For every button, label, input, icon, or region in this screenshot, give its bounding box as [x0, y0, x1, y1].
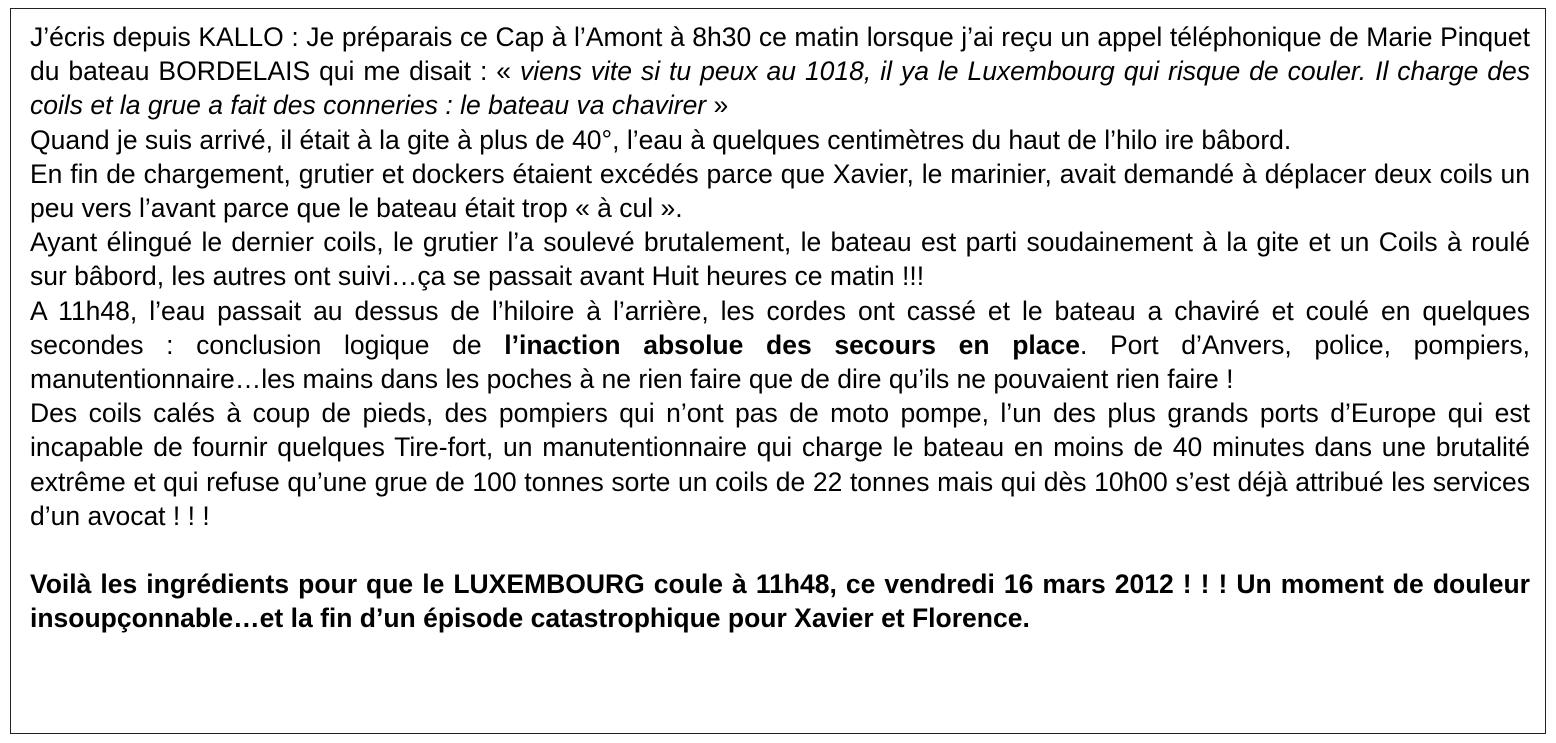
paragraph-1-quote: viens vite si tu peux au 1018, il ya le Luxembourg qui risque de couler. Il charge des coils et la grue a fait des conneries : le bateau va chavirer	[30, 56, 1530, 121]
paragraph-2: Quand je suis arrivé, il était à la gite à plus de 40°, l’eau à quelques centimètres du haut de l’hilo ire bâbord.	[30, 124, 1292, 155]
article-body	[30, 20, 1530, 635]
paragraph-7-conclusion: Voilà les ingrédients pour que le LUXEMBOURG coule à 11h48, ce vendredi 16 mars 2012 ! ! ! Un moment de douleur insoupçonnable…et la fin d’un épisode catastrophique pour Xavier et Florence.	[30, 569, 1530, 634]
paragraph-3: En fin de chargement, grutier et dockers étaient excédés parce que Xavier, le marinier, avait demandé à déplacer deux coils un peu vers l’avant parce que le bateau était trop « à cul ».	[30, 158, 1530, 224]
paragraph-spacer	[30, 533, 1530, 567]
paragraph-6: Des coils calés à coup de pieds, des pompiers qui n’ont pas de moto pompe, l’un des plus grands ports d’Europe qui est incapable de fournir quelques Tire-fort, un manutentionnaire qui charge le bateau en moins de 40 minutes dans une brutalité extrême et qui refuse qu’une grue de 100 tonnes sorte un coils de 22 tonnes mais qui dès 10h00 s’est déjà attribué les services d’un avocat ! ! !	[30, 398, 1530, 531]
text-frame	[10, 8, 1546, 734]
paragraph-5-start: A 11h48, l’eau passait au dessus de l’hiloire à l’arrière, les cordes ont cassé et le bateau a chaviré et coulé en quelques secondes : conclusion logique de	[30, 295, 1530, 360]
paragraph-4: Ayant élingué le dernier coils, le grutier l’a soulevé brutalement, le bateau est parti soudainement à la gite et un Coils à roulé sur bâbord, les autres ont suivi…ça se passait avant Huit heures ce matin !!!	[30, 227, 1530, 292]
paragraph-5	[30, 294, 1530, 397]
paragraph-1-end: »	[706, 90, 729, 121]
paragraph-1-start: J’écris depuis KALLO : Je préparais ce Cap à l’Amont à 8h30 ce matin lorsque j’ai reçu un appel téléphonique de Marie Pinquet du bateau BORDELAIS qui me disait : «	[30, 22, 1530, 87]
paragraph-5-end: . Port d’Anvers, police, pompiers, manutentionnaire…les mains dans les poches à ne rien faire que de dire qu’ils ne pouvaient rien faire !	[30, 329, 1530, 395]
paragraph-1	[30, 20, 1530, 123]
paragraph-5-bold: l’inaction absolue des secours en place	[504, 329, 1080, 360]
